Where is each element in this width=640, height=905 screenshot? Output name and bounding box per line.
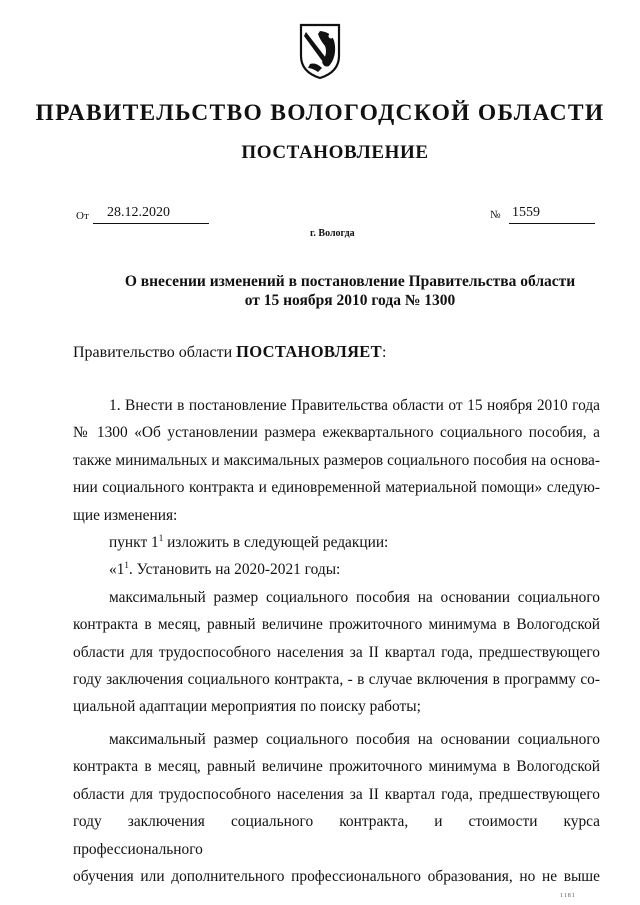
date-prefix: От <box>76 210 89 222</box>
body-line: максимальный размер социального пособия на основании социального <box>109 588 600 606</box>
number-value: 1559 <box>512 205 540 220</box>
body-line: циальной адаптации мероприятия по поиску работы; <box>73 698 421 716</box>
body-line: максимальный размер социального пособия на основании социального <box>109 730 600 748</box>
preamble <box>73 342 386 362</box>
organization-title: ПРАВИТЕЛЬСТВО ВОЛОГОДСКОЙ ОБЛАСТИ <box>35 100 605 126</box>
body-line: области для трудоспособного населения за II квартал года, предшествующего <box>73 643 600 661</box>
body-line: обучения или дополнительного профессионального образования, но не выше <box>73 867 600 885</box>
subject-line-2: от 15 ноября 2010 года № 1300 <box>244 292 456 309</box>
preamble-colon: : <box>381 344 387 361</box>
subject-line-1: О внесении изменений в постановление Правительства области <box>124 273 576 290</box>
body-line: области для трудоспособного населения за II квартал года, предшествующего <box>73 785 600 803</box>
body-line: контракта в месяц, равный величине прожиточного минимума в Вологодской <box>73 616 600 634</box>
amendment-instruction: пункт $1^1$ изложить в следующей редакции: <box>109 532 389 552</box>
number-field <box>509 206 595 224</box>
page-footer-mark: 1181 <box>560 893 576 899</box>
body-line: № 1300 «Об установлении размера ежеквартального социального пособия, а <box>73 424 600 442</box>
body-line: году заключения социального контракта, и стоимости курса профессионального <box>73 813 600 858</box>
body-line: щие изменения: <box>73 506 178 524</box>
document-type: ПОСТАНОВЛЕНИЕ <box>241 142 429 163</box>
amendment-clause-heading: «$1^1$. Установить на 2020-2021 годы: <box>109 560 341 579</box>
document-subject <box>60 272 640 310</box>
body-line: 1. Внести в постановление Правительства области от 15 ноября 2010 года <box>109 397 600 414</box>
body-line: также минимальных и максимальных размеров социального пособия на основа- <box>73 451 600 469</box>
body-line: нии социального контракта и единовременной материальной помощи» следую- <box>73 479 600 497</box>
city: г. Вологда <box>310 228 355 239</box>
coat-of-arms-icon <box>298 22 342 80</box>
body-line: контракта в месяц, равный величине прожиточного минимума в Вологодской <box>73 758 600 776</box>
document-body <box>73 392 600 890</box>
preamble-verb: ПОСТАНОВЛЯЕТ <box>236 342 382 361</box>
number-prefix: № <box>490 209 501 221</box>
preamble-subject: Правительство области <box>73 344 233 361</box>
body-line: году заключения социального контракта, - в случае включения в программу со- <box>73 671 600 689</box>
date-field <box>93 206 209 224</box>
date-value: 28.12.2020 <box>107 205 170 220</box>
